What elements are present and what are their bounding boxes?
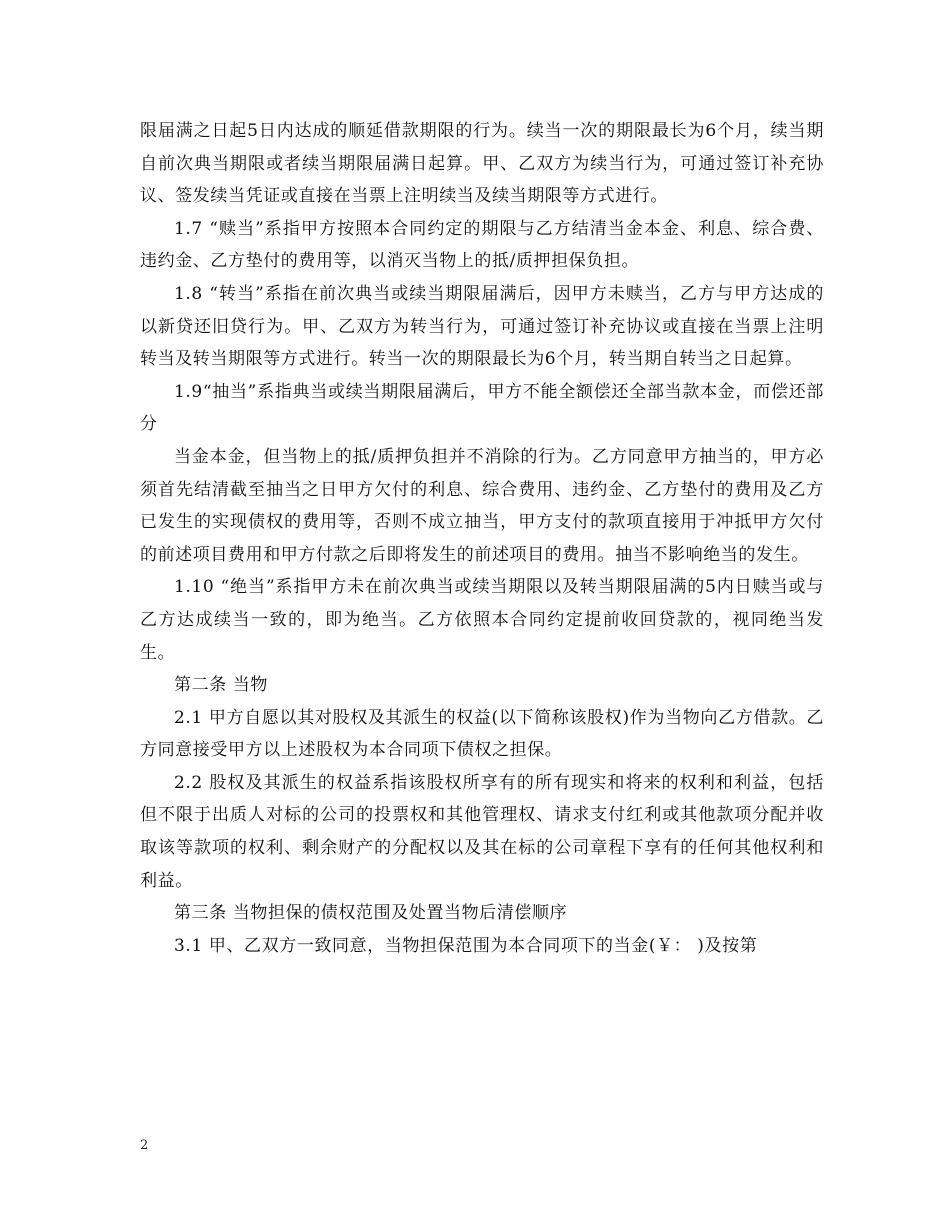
document-body xyxy=(140,115,824,962)
paragraph-3-1: 3.1 甲、乙双方一致同意，当物担保范围为本合同项下的当金(￥： )及按第 xyxy=(174,935,758,956)
article-2-heading: 第二条 当物 xyxy=(174,675,269,696)
paragraph-1-9-continued: 当金本金，但当物上的抵/质押负担并不消除的行为。乙方同意甲方抽当的，甲方必须首先结清截至抽当之日甲方欠付的利息、综合费用、违约金、乙方垫付的费用及乙方已发生的实现债权的费用等，否则不成立抽当，甲方支付的款项直接用于冲抵甲方欠付的前述项目费用和甲方付款之后即将发生的前述项目的费用。抽当不影响绝当的发生。 xyxy=(140,446,824,565)
paragraph-1-9: 1.9“抽当”系指典当或续当期限届满后，甲方不能全额偿还全部当款本金，而偿还部分 xyxy=(140,381,824,435)
paragraph-1-7: 1.7 “赎当”系指甲方按照本合同约定的期限与乙方结清当金本金、利息、综合费、违约金、乙方垫付的费用等，以消灭当物上的抵/质押担保负担。 xyxy=(140,218,824,272)
paragraph-continuation: 限届满之日起5日内达成的顺延借款期限的行为。续当一次的期限最长为6个月，续当期自前次典当期限或者续当期限届满日起算。甲、乙双方为续当行为，可通过签订补充协议、签发续当凭证或直接在当票上注明续当及续当期限等方式进行。 xyxy=(140,121,824,207)
paragraph-1-10: 1.10 “绝当”系指甲方未在前次典当或续当期限以及转当期限届满的5内日赎当或与乙方达成续当一致的，即为绝当。乙方依照本合同约定提前收回贷款的，视同绝当发生。 xyxy=(140,577,824,663)
paragraph-2-1: 2.1 甲方自愿以其对股权及其派生的权益(以下简称该股权)作为当物向乙方借款。乙方同意接受甲方以上述股权为本合同项下债权之担保。 xyxy=(140,707,824,761)
paragraph-1-8: 1.8 “转当”系指在前次典当或续当期限届满后，因甲方未赎当，乙方与甲方达成的以新贷还旧贷行为。甲、乙双方为转当行为，可通过签订补充协议或直接在当票上注明转当及转当期限等方式进行。转当一次的期限最长为6个月，转当期自转当之日起算。 xyxy=(140,283,824,370)
paragraph-2-2: 2.2 股权及其派生的权益系指该股权所享有的所有现实和将来的权利和利益，包括但不限于出质人对标的公司的投票权和其他管理权、请求支付红利或其他款项分配并收取该等款项的权利、剩余财产的分配权以及其在标的公司章程下享有的任何其他权利和利益。 xyxy=(140,772,824,891)
article-3-heading: 第三条 当物担保的债权范围及处置当物后清偿顺序 xyxy=(174,903,568,924)
page-number: 2 xyxy=(140,1138,149,1153)
